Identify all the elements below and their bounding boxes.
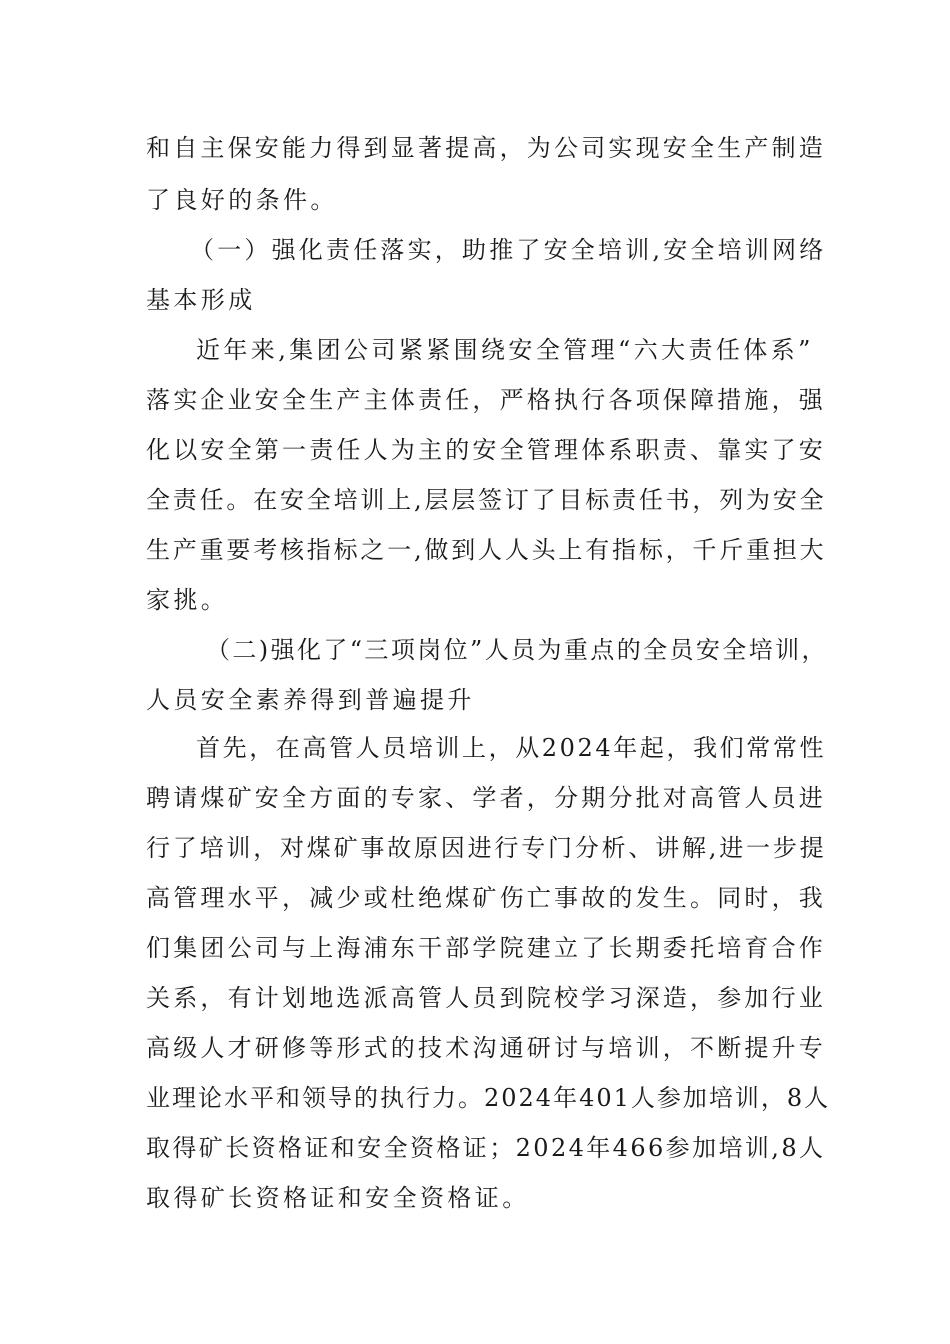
- paragraph-line: 行了培训，对煤矿事故原因进行专门分析、讲解,进一步提: [146, 834, 827, 862]
- paragraph-line: 落实企业安全生产主体责任，严格执行各项保障措施，强: [146, 386, 826, 414]
- paragraph-line: 高管理水平，减少或杜绝煤矿伤亡事故的发生。同时，我: [146, 884, 826, 912]
- paragraph-line: 业理论水平和领导的执行力。2024年401人参加培训，8人: [146, 1084, 831, 1112]
- paragraph-line: 和自主保安能力得到显著提高，为公司实现安全生产制造: [146, 134, 826, 162]
- paragraph-line: 们集团公司与上海浦东干部学院建立了长期委托培育合作: [146, 934, 826, 962]
- paragraph-line: 化以安全第一责任人为主的安全管理体系职责、靠实了安: [146, 436, 826, 464]
- section-heading-2-line: 人员安全素养得到普遍提升: [146, 686, 475, 714]
- paragraph-line: 取得矿长资格证和安全资格证；2024年466参加培训,8人: [146, 1134, 826, 1162]
- paragraph-line: 取得矿长资格证和安全资格证。: [146, 1184, 530, 1212]
- paragraph-line: 聘请煤矿安全方面的专家、学者，分期分批对高管人员进: [146, 784, 826, 812]
- section-heading-2-line: （二)强化了“三项岗位”人员为重点的全员安全培训，: [206, 636, 828, 664]
- paragraph-line: 关系，有计划地选派高管人员到院校学习深造，参加行业: [146, 984, 826, 1012]
- paragraph-line: 家挑。: [146, 586, 229, 614]
- paragraph-line: 生产重要考核指标之一,做到人人头上有指标，千斤重担大: [146, 536, 827, 564]
- paragraph-line: 了良好的条件。: [146, 186, 338, 214]
- paragraph-line: 高级人才研修等形式的技术沟通研讨与培训，不断提升专: [146, 1034, 826, 1062]
- section-heading-1-line: 基本形成: [146, 286, 256, 314]
- paragraph-line: 近年来,集团公司紧紧围绕安全管理“六大责任体系”: [196, 336, 814, 364]
- paragraph-line: 全责任。在安全培训上,层层签订了目标责任书，列为安全: [146, 486, 827, 514]
- paragraph-line: 首先，在高管人员培训上，从2024年起，我们常常性: [196, 734, 827, 762]
- section-heading-1-line: （一）强化责任落实，助推了安全培训,安全培训网络: [190, 236, 827, 264]
